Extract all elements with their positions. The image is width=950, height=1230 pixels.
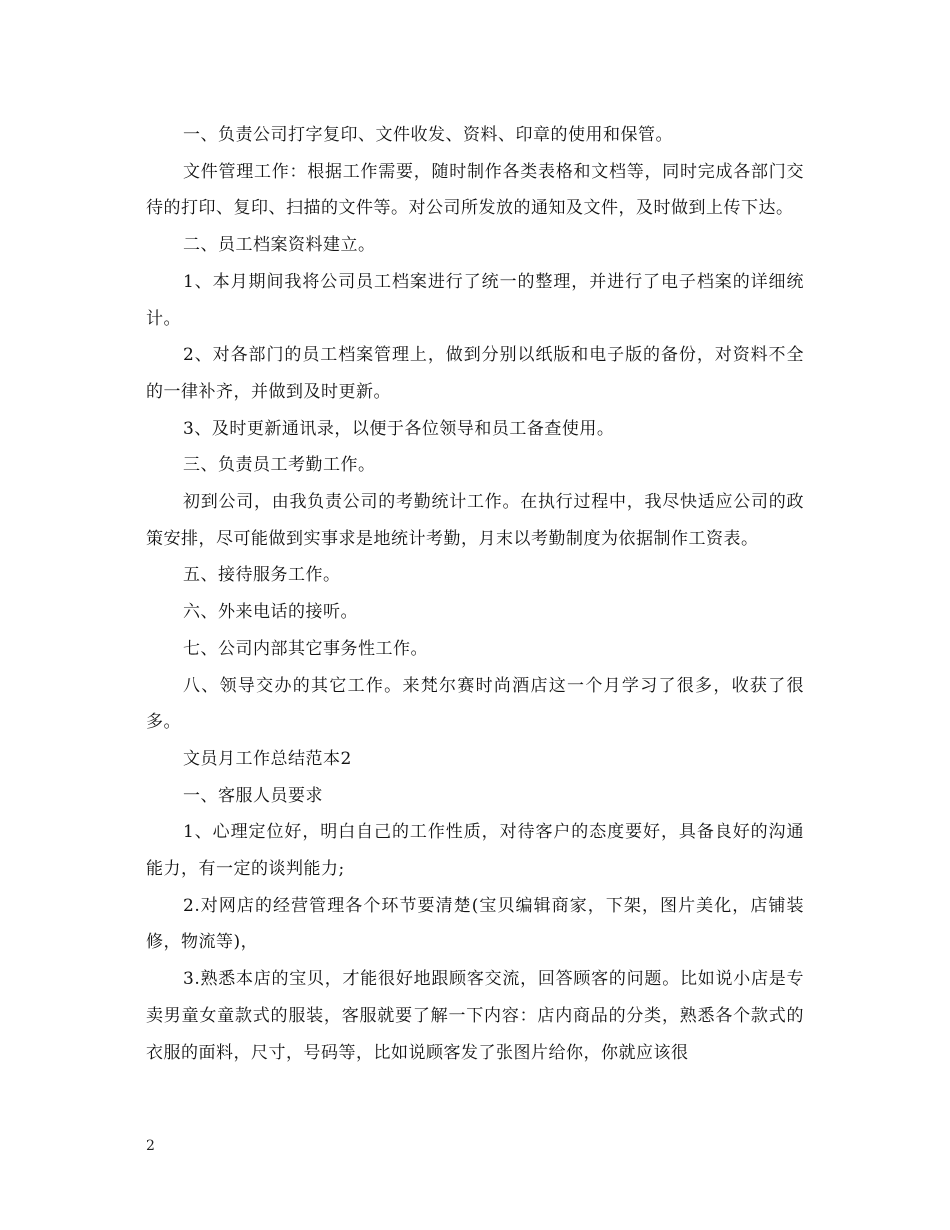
paragraph: 二、员工档案资料建立。 xyxy=(183,235,376,256)
paragraph: 一、客服人员要求 xyxy=(183,785,323,806)
paragraph: 2.对网店的经营管理各个环节要清楚(宝贝编辑商家，下架，图片美化，店铺装修，物流等)， xyxy=(146,895,804,953)
paragraph: 三、负责员工考勤工作。 xyxy=(183,455,376,476)
paragraph: 七、公司内部其它事务性工作。 xyxy=(183,638,428,659)
paragraph: 文件管理工作：根据工作需要，随时制作各类表格和文档等，同时完成各部门交待的打印、复印、扫描的文件等。对公司所发放的通知及文件，及时做到上传下达。 xyxy=(146,161,804,219)
section-heading: 文员月工作总结范本2 xyxy=(183,748,352,769)
paragraph: 1、本月期间我将公司员工档案进行了统一的整理，并进行了电子档案的详细统计。 xyxy=(146,271,804,329)
paragraph: 2、对各部门的员工档案管理上，做到分别以纸版和电子版的备份，对资料不全的一律补齐，并做到及时更新。 xyxy=(146,345,804,402)
paragraph: 初到公司，由我负责公司的考勤统计工作。在执行过程中，我尽快适应公司的政策安排，尽可能做到实事求是地统计考勤，月末以考勤制度为依据制作工资表。 xyxy=(146,492,804,549)
page-number: 2 xyxy=(146,1138,155,1154)
paragraph: 一、负责公司打字复印、文件收发、资料、印章的使用和保管。 xyxy=(183,125,673,145)
document-body xyxy=(146,117,804,1071)
paragraph: 六、外来电话的接听。 xyxy=(183,602,358,623)
paragraph: 八、领导交办的其它工作。来梵尔赛时尚酒店这一个月学习了很多，收获了很多。 xyxy=(146,675,804,733)
paragraph: 3、及时更新通讯录，以便于各位领导和员工备查使用。 xyxy=(183,418,615,439)
paragraph: 五、接待服务工作。 xyxy=(183,565,341,586)
paragraph: 3.熟悉本店的宝贝，才能很好地跟顾客交流，回答顾客的问题。比如说小店是专卖男童女童款式的服装，客服就要了解一下内容：店内商品的分类，熟悉各个款式的衣服的面料，尺寸，号码等，比如说顾客发了张图片给你，你就应该很 xyxy=(146,969,804,1063)
paragraph: 1、心理定位好，明白自己的工作性质，对待客户的态度要好，具备良好的沟通能力，有一定的谈判能力; xyxy=(146,822,804,880)
